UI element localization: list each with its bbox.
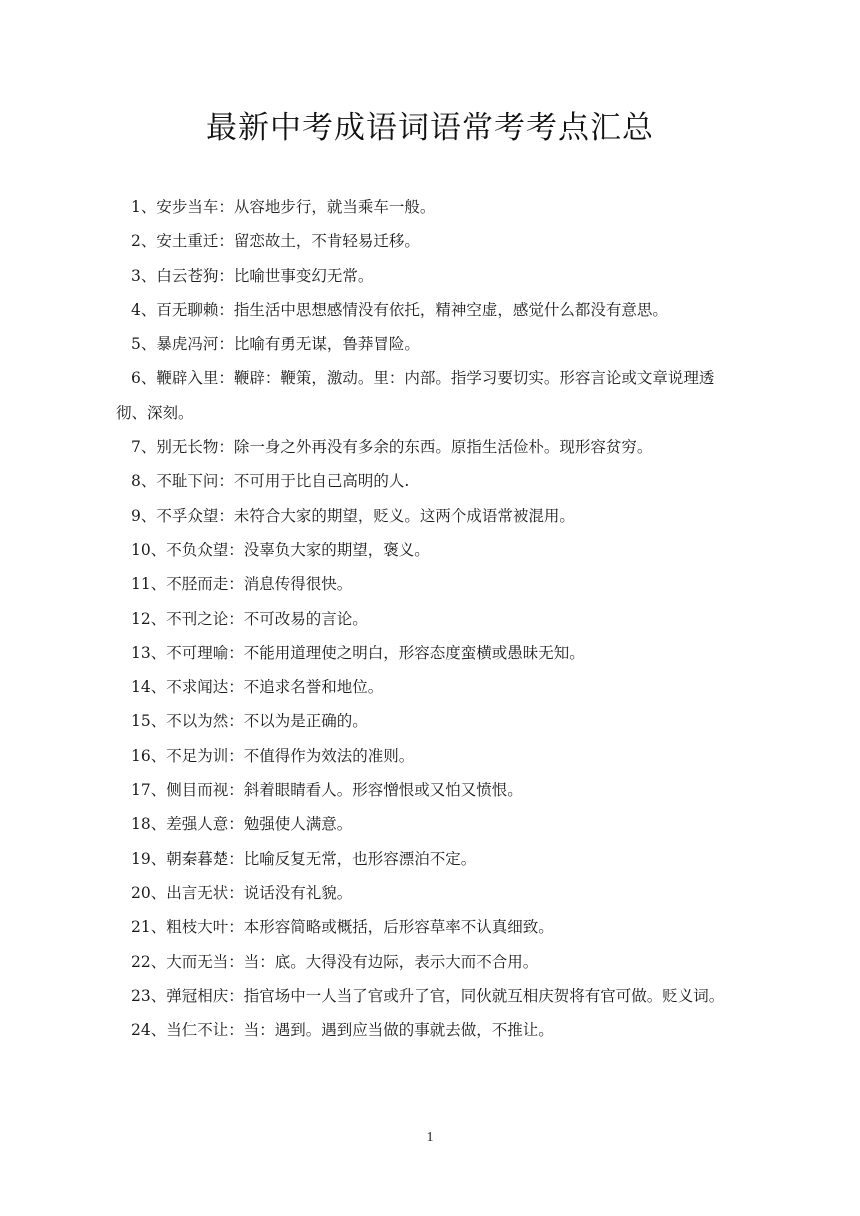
page-number: 1 [426, 1130, 434, 1145]
idiom-entry: 11、不胫而走：消息传得很快。 [131, 575, 353, 594]
idiom-list [116, 190, 742, 1047]
idiom-entry: 19、朝秦暮楚：比喻反复无常，也形容漂泊不定。 [131, 849, 477, 868]
idiom-entry: 20、出言无状：说话没有礼貌。 [131, 883, 353, 902]
idiom-entry: 14、不求闻达：不追求名誉和地位。 [131, 678, 384, 697]
idiom-entry: 8、不耻下问：不可用于比自己高明的人. [131, 472, 410, 491]
idiom-entry: 7、别无长物：除一身之外再没有多余的东西。原指生活俭朴。现形容贫穷。 [131, 438, 653, 457]
idiom-entry: 15、不以为然：不以为是正确的。 [131, 712, 368, 731]
idiom-entry: 17、侧目而视：斜着眼睛看人。形容憎恨或又怕又愤恨。 [131, 781, 523, 800]
idiom-entry: 23、弹冠相庆：指官场中一人当了官或升了官，同伙就互相庆贺将有官可做。贬义词。 [131, 986, 725, 1005]
page-title: 最新中考成语词语常考考点汇总 [206, 110, 654, 146]
idiom-entry: 2、安土重迁：留恋故土，不肯轻易迁移。 [131, 232, 420, 251]
idiom-entry: 6、鞭辟入里：鞭辟：鞭策，激动。里：内部。指学习要切实。形容言论或文章说理透彻、深刻。 [116, 369, 715, 422]
idiom-entry: 4、百无聊赖：指生活中思想感情没有依托，精神空虚，感觉什么都没有意思。 [131, 300, 668, 319]
idiom-entry: 9、不孚众望：未符合大家的期望，贬义。这两个成语常被混用。 [131, 506, 575, 525]
idiom-entry: 24、当仁不让：当：遇到。遇到应当做的事就去做，不推让。 [131, 1021, 554, 1040]
idiom-entry: 22、大而无当：当：底。大得没有边际，表示大而不合用。 [131, 952, 539, 971]
idiom-entry: 16、不足为训：不值得作为效法的准则。 [131, 746, 415, 765]
idiom-entry: 18、差强人意：勉强使人满意。 [131, 815, 353, 834]
idiom-entry: 13、不可理喻：不能用道理使之明白，形容态度蛮横或愚昧无知。 [131, 643, 585, 662]
idiom-entry: 21、粗枝大叶：本形容简略或概括，后形容草率不认真细致。 [131, 918, 554, 937]
idiom-entry: 1、安步当车：从容地步行，就当乘车一般。 [131, 198, 436, 216]
idiom-entry: 10、不负众望：没辜负大家的期望，褒义。 [131, 540, 430, 559]
idiom-entry: 3、白云苍狗：比喻世事变幻无常。 [131, 266, 374, 285]
idiom-entry: 5、暴虎冯河：比喻有勇无谋，鲁莽冒险。 [131, 335, 420, 354]
idiom-entry: 12、不刊之论：不可改易的言论。 [131, 609, 368, 628]
